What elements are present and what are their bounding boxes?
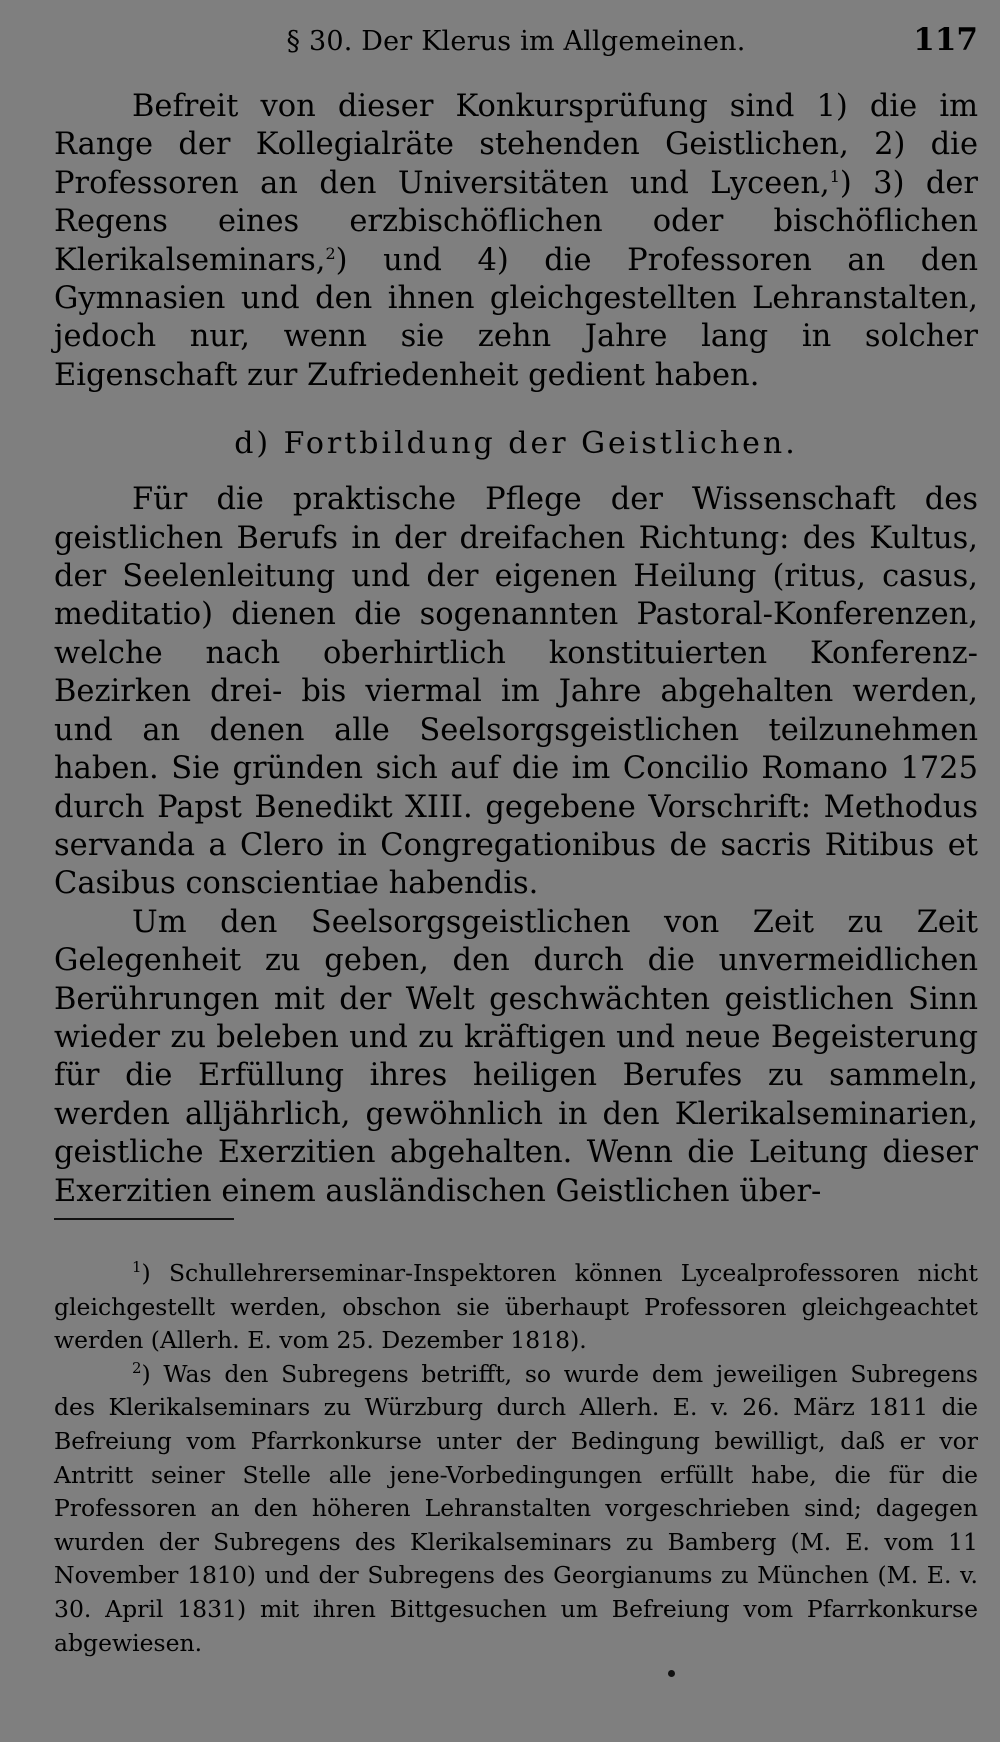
- ink-speck: [668, 1670, 675, 1677]
- paragraph-pastoral-conferences: Für die praktische Pflege der Wissenschaft des geistlichen Berufs in der dreifachen Richtung: des Kultus, der Seelenleitung und der eigenen Heilung (ritus, casus, meditatio) dienen die sogenannten Pastoral-Konferenzen, welche nach oberhirtlich konstituierten Konferenz-Bezirken drei- bis viermal im Jahre abgehalten werden, und an denen alle Seelsorgsgeistlichen teilzunehmen haben. Sie gründen sich auf die im Concilio Romano 1725 durch Papst Benedikt XIII. gegebene Vorschrift: Methodus servanda a Clero in Congregationibus de sacris Ritibus et Casibus conscientiae habendis.: [54, 482, 978, 902]
- paragraph-exercises: Um den Seelsorgsgeistlichen von Zeit zu Zeit Gelegenheit zu geben, den durch die unvermeidlichen Berührungen mit der Welt geschwächten geistlichen Sinn wieder zu beleben und zu kräftigen und neue Begeisterung für die Erfüllung ihres heiligen Berufes zu sammeln, werden alljährlich, gewöhnlich in den Klerikalseminarien, geistliche Exerzitien abgehalten. Wenn die Leitung dieser Exerzitien einem ausländischen Geistlichen über-: [54, 904, 978, 1209]
- section-heading: d) Fortbildung der Geistlichen.: [234, 426, 798, 462]
- footnote-text: ) Was den Subregens betrifft, so wurde dem jeweiligen Subregens des Klerikalseminars zu Würzburg durch Allerh. E. v. 26. März 1811 die Befreiung vom Pfarrkonkurse unter der Bedingung bewilligt, daß er vor Antritt seiner Stelle alle jene-Vorbedingungen erfüllt habe, die für die Professoren an den höheren Lehranstalten vorgeschrieben sind; dagegen wurden der Subregens des Klerikalseminars zu Bamberg (M. E. vom 11 November 1810) und der Subregens des Georgianums zu München (M. E. v. 30. April 1831) mit ihren Bittgesuchen um Befreiung vom Pfarrkonkurse abgewiesen.: [54, 1359, 978, 1657]
- paragraph-text: Befreit von dieser Konkursprüfung sind 1) die im Range der Kollegialräte stehenden Geistlichen, 2) die Professoren an den Universitäten und Lyceen,: [54, 89, 978, 201]
- footnote-1: [54, 1257, 978, 1358]
- footnote-reference-2: 2: [325, 243, 336, 263]
- page-number: 117: [913, 22, 978, 58]
- paragraph-exemptions: [54, 88, 978, 395]
- footnote-mark: 2: [132, 1358, 142, 1377]
- footnotes: [54, 1257, 978, 1660]
- paragraph-text: ) und 4) die Professoren an den Gymnasien und den ihnen gleichgestellten Lehranstalten, jedoch nur, wenn sie zehn Jahre lang in solcher Eigenschaft zur Zufriedenheit gedient haben.: [54, 242, 978, 393]
- footnote-mark: 1: [132, 1258, 142, 1277]
- footnote-text: ) Schullehrerseminar-Inspektoren können Lycealprofessoren nicht gleichgestellt werden, obschon sie überhaupt Professoren gleichgeachtet werden (Allerh. E. vom 25. Dezember 1818).: [54, 1259, 978, 1355]
- footnote-reference-1: 1: [829, 166, 840, 186]
- running-title: § 30. Der Klerus im Allgemeinen.: [286, 26, 746, 57]
- page-header: [54, 22, 978, 62]
- paragraph-text: ) 3) der Regens eines erzbischöflichen oder bischöflichen Klerikalseminars,: [54, 165, 978, 278]
- footnote-2: [54, 1358, 978, 1660]
- main-text: [54, 88, 978, 1211]
- footnote-divider: [54, 1218, 234, 1220]
